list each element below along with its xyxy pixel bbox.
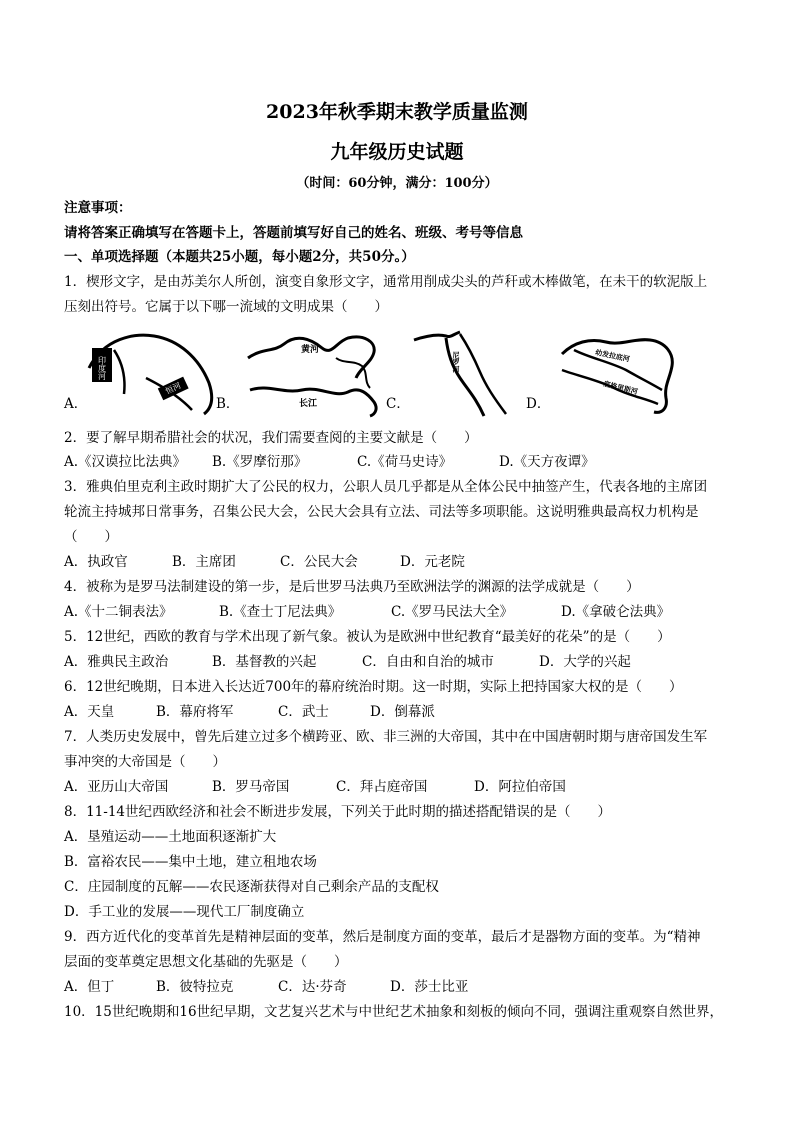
- q7-option-c[interactable]: C．拜占庭帝国: [336, 779, 428, 795]
- q6-option-d[interactable]: D．倒幕派: [370, 704, 435, 720]
- q4-option-a[interactable]: A.《十二铜表法》: [64, 604, 173, 620]
- q7-option-d[interactable]: D．阿拉伯帝国: [474, 779, 566, 795]
- question-7-line2: 事冲突的大帝国是（ ）: [64, 754, 226, 770]
- q6-option-b[interactable]: B．幕府将军: [156, 704, 234, 720]
- question-1-map-options: [60, 328, 700, 418]
- map-label-ganges: 恒河: [164, 380, 183, 396]
- q5-option-a[interactable]: A．雅典民主政治: [64, 654, 169, 670]
- q7-option-a[interactable]: A．亚历山大帝国: [64, 779, 169, 795]
- map-label-euphrates: 幼发拉底河: [594, 348, 631, 364]
- q4-option-b[interactable]: B.《查士丁尼法典》: [219, 604, 342, 620]
- option-a-label: A．: [64, 396, 88, 412]
- question-10-line1: 10．15世纪晚期和16世纪早期，文艺复兴艺术与中世纪艺术抽象和刻板的倾向不同，强调注重观察自然世界，: [64, 1004, 724, 1020]
- question-5-stem: 5．12世纪，西欧的教育与学术出现了新气象。被认为是欧洲中世纪教育“最美好的花朵”的是（ ）: [64, 629, 671, 645]
- map-label-yellow-river: 黄河: [300, 345, 320, 355]
- map-label-indus: 印度河: [97, 356, 107, 380]
- q9-option-a[interactable]: A．但丁: [64, 979, 115, 995]
- question-8-stem: 8．11-14世纪西欧经济和社会不断进步发展，下列关于此时期的描述搭配错误的是（ ）: [64, 804, 612, 820]
- question-9-line1: 9．西方近代化的变革首先是精神层面的变革，然后是制度方面的变革，最后才是器物方面的变革。为“精神: [64, 929, 701, 945]
- q9-option-b[interactable]: B．彼特拉克: [156, 979, 234, 995]
- map-label-nile: 尼罗河: [452, 351, 460, 373]
- indus-ganges-map-icon: [84, 328, 234, 418]
- question-1-line2: 压刻出符号。它属于以下哪一流域的文明成果（ ）: [64, 299, 388, 315]
- q4-option-d[interactable]: D.《拿破仑法典》: [561, 604, 671, 620]
- map-label-yangtze: 长江: [298, 399, 318, 409]
- q5-option-b[interactable]: B．基督教的兴起: [212, 654, 317, 670]
- question-4-stem: 4．被称为是罗马法制建设的第一步，是后世罗马法典乃至欧洲法学的渊源的法学成就是（ ）: [64, 579, 640, 595]
- question-5-options: [64, 653, 631, 671]
- q8-option-d[interactable]: D．手工业的发展——现代工厂制度确立: [64, 904, 305, 920]
- question-3-line2: 轮流主持城邦日常事务，召集公民大会，公民大会具有立法、司法等多项职能。这说明雅典最高权力机构是: [64, 504, 699, 520]
- question-4-options: [64, 603, 670, 621]
- question-6-stem: 6．12世纪晚期，日本进入长达近700年的幕府统治时期。这一时期，实际上把持国家大权的是（ ）: [64, 679, 683, 695]
- time-score-note: （时间：60分钟，满分：100分）: [296, 176, 498, 191]
- option-d-label: D．: [526, 396, 551, 412]
- option-b-label: B．: [216, 396, 240, 412]
- q9-option-d[interactable]: D．莎士比亚: [390, 979, 469, 995]
- q2-option-c[interactable]: C.《荷马史诗》: [357, 454, 453, 470]
- question-3-options: [64, 553, 465, 571]
- q2-option-d[interactable]: D.《天方夜谭》: [499, 454, 595, 470]
- q8-option-b[interactable]: B．富裕农民——集中土地，建立租地农场: [64, 854, 317, 870]
- question-1-line1: 1．楔形文字，是由苏美尔人所创，演变自象形文字，通常用削成尖头的芦秆或木棒做笔，在未干的软泥版上: [64, 274, 708, 290]
- q3-option-b[interactable]: B．主席团: [172, 554, 236, 570]
- mesopotamia-map-icon: [554, 328, 694, 418]
- exam-subtitle: 九年级历史试题: [330, 141, 464, 163]
- nile-map-icon: [410, 328, 520, 418]
- q4-option-c[interactable]: C.《罗马民法大全》: [391, 604, 514, 620]
- question-7-options: [64, 778, 566, 796]
- q6-option-a[interactable]: A．天皇: [64, 704, 115, 720]
- question-2-options: [64, 453, 595, 471]
- exam-title: 2023年秋季期末教学质量监测: [266, 101, 528, 123]
- q7-option-b[interactable]: B．罗马帝国: [212, 779, 290, 795]
- question-2-stem: 2．要了解早期希腊社会的状况，我们需要查阅的主要文献是（ ）: [64, 430, 478, 446]
- question-3-line1: 3．雅典伯里克利主政时期扩大了公民的权力，公职人员几乎都是从全体公民中抽签产生，代表各地的主席团: [64, 479, 708, 495]
- q2-option-a[interactable]: A.《汉谟拉比法典》: [64, 454, 187, 470]
- q3-option-c[interactable]: C．公民大会: [280, 554, 358, 570]
- q9-option-c[interactable]: C．达·芬奇: [278, 979, 347, 995]
- option-b-map[interactable]: [216, 328, 386, 418]
- notice-heading: 注意事项：: [64, 200, 132, 216]
- q3-option-a[interactable]: A．执政官: [64, 554, 128, 570]
- question-9-options: [64, 978, 468, 996]
- q8-option-c[interactable]: C．庄园制度的瓦解——农民逐渐获得对自己剩余产品的支配权: [64, 879, 439, 895]
- option-c-map[interactable]: [386, 328, 526, 418]
- yellow-yangtze-map-icon: [244, 328, 394, 418]
- question-3-line3: （ ）: [64, 529, 118, 545]
- q5-option-c[interactable]: C．自由和自治的城市: [362, 654, 494, 670]
- q6-option-c[interactable]: C．武士: [278, 704, 329, 720]
- option-c-label: C．: [386, 396, 410, 412]
- option-d-map[interactable]: [526, 328, 706, 418]
- q2-option-b[interactable]: B.《罗摩衍那》: [212, 454, 308, 470]
- question-7-line1: 7．人类历史发展中，曾先后建立过多个横跨亚、欧、非三洲的大帝国，其中在中国唐朝时期与唐帝国发生军: [64, 729, 708, 745]
- q3-option-d[interactable]: D．元老院: [400, 554, 465, 570]
- question-6-options: [64, 703, 435, 721]
- map-label-tigris: 底格里斯河: [602, 379, 639, 397]
- notice-text: 请将答案正确填写在答题卡上，答题前填写好自己的姓名、班级、考号等信息: [64, 225, 523, 241]
- question-9-line2: 层面的变革奠定思想文化基础的先驱是（ ）: [64, 954, 348, 970]
- option-a-map[interactable]: [64, 328, 214, 418]
- section-heading: 一、单项选择题（本题共25小题，每小题2分，共50分。）: [64, 249, 415, 265]
- q5-option-d[interactable]: D．大学的兴起: [539, 654, 631, 670]
- q8-option-a[interactable]: A．垦殖运动——土地面积逐渐扩大: [64, 829, 277, 845]
